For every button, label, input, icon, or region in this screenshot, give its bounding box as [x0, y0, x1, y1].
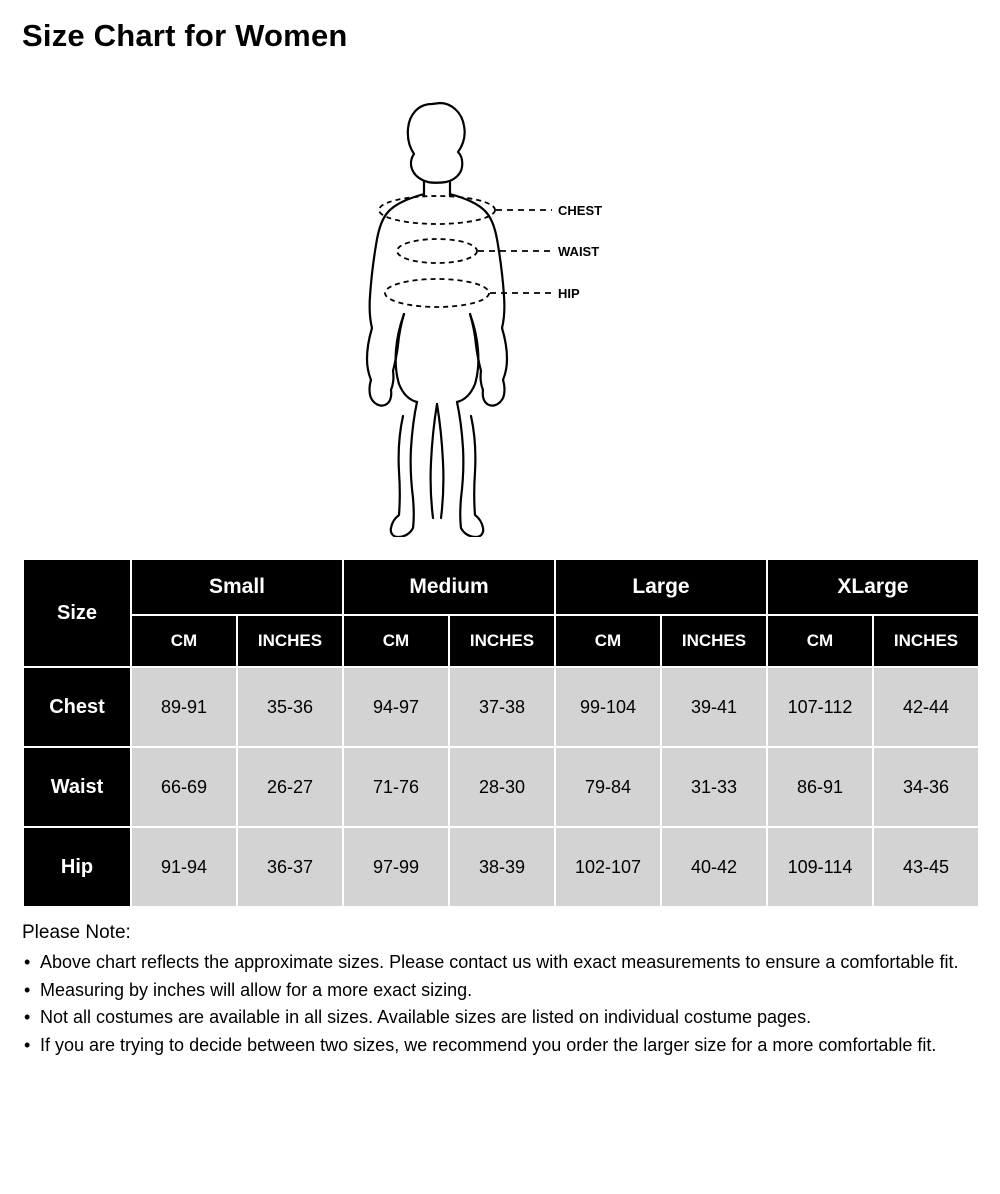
cell-hip-medium-inches: 38-39	[449, 827, 555, 907]
unit-header-large-inches: INCHES	[661, 615, 767, 667]
page-title: Size Chart for Women	[22, 18, 348, 53]
unit-header-small-inches: INCHES	[237, 615, 343, 667]
cell-hip-xlarge-inches: 43-45	[873, 827, 979, 907]
table-row	[23, 827, 979, 907]
group-header-xlarge: XLarge	[767, 559, 979, 615]
cell-waist-large-inches: 31-33	[661, 747, 767, 827]
cell-hip-small-inches: 36-37	[237, 827, 343, 907]
cell-chest-large-cm: 99-104	[555, 667, 661, 747]
cell-chest-large-inches: 39-41	[661, 667, 767, 747]
head-outline	[408, 103, 465, 183]
table-header-unit-row	[23, 615, 979, 667]
note-item: • If you are trying to decide between two sizes, we recommend you order the larger size for a more comfortable fit.	[22, 1033, 982, 1059]
unit-header-medium-inches: INCHES	[449, 615, 555, 667]
row-label-waist: Waist	[23, 747, 131, 827]
cell-waist-medium-cm: 71-76	[343, 747, 449, 827]
note-item: • Measuring by inches will allow for a more exact sizing.	[22, 978, 982, 1004]
cell-chest-small-cm: 89-91	[131, 667, 237, 747]
chest-label: CHEST	[558, 203, 603, 218]
cell-chest-xlarge-cm: 107-112	[767, 667, 873, 747]
table-header-group-row	[23, 559, 979, 615]
unit-header-small-cm: CM	[131, 615, 237, 667]
waist-label: WAIST	[558, 244, 600, 259]
cell-waist-small-inches: 26-27	[237, 747, 343, 827]
cell-chest-medium-cm: 94-97	[343, 667, 449, 747]
unit-header-large-cm: CM	[555, 615, 661, 667]
cell-hip-medium-cm: 97-99	[343, 827, 449, 907]
notes-heading: Please Note:	[22, 922, 131, 943]
row-label-chest: Chest	[23, 667, 131, 747]
table-row	[23, 667, 979, 747]
cell-waist-large-cm: 79-84	[555, 747, 661, 827]
female-body-diagram-svg	[0, 82, 1000, 537]
note-item: • Not all costumes are available in all sizes. Available sizes are listed on individual costume pages.	[22, 1005, 982, 1031]
table-corner-size-label: Size	[23, 559, 131, 667]
hip-ellipse	[385, 279, 489, 307]
row-label-hip: Hip	[23, 827, 131, 907]
unit-header-medium-cm: CM	[343, 615, 449, 667]
cell-chest-xlarge-inches: 42-44	[873, 667, 979, 747]
cell-hip-large-inches: 40-42	[661, 827, 767, 907]
notes-section	[22, 922, 982, 1060]
chest-ellipse	[379, 196, 495, 224]
group-header-large: Large	[555, 559, 767, 615]
cell-waist-xlarge-cm: 86-91	[767, 747, 873, 827]
hip-label: HIP	[558, 286, 580, 301]
cell-hip-large-cm: 102-107	[555, 827, 661, 907]
body-measurement-figure	[0, 82, 1000, 537]
note-item: • Above chart reflects the approximate sizes. Please contact us with exact measurements to ensure a comfortable fit.	[22, 950, 982, 976]
table-row	[23, 747, 979, 827]
waist-ellipse	[397, 239, 477, 263]
group-header-medium: Medium	[343, 559, 555, 615]
cell-chest-small-inches: 35-36	[237, 667, 343, 747]
unit-header-xlarge-inches: INCHES	[873, 615, 979, 667]
group-header-small: Small	[131, 559, 343, 615]
unit-header-xlarge-cm: CM	[767, 615, 873, 667]
cell-chest-medium-inches: 37-38	[449, 667, 555, 747]
cell-hip-small-cm: 91-94	[131, 827, 237, 907]
cell-waist-xlarge-inches: 34-36	[873, 747, 979, 827]
cell-waist-medium-inches: 28-30	[449, 747, 555, 827]
cell-waist-small-cm: 66-69	[131, 747, 237, 827]
cell-hip-xlarge-cm: 109-114	[767, 827, 873, 907]
size-table	[22, 558, 980, 908]
